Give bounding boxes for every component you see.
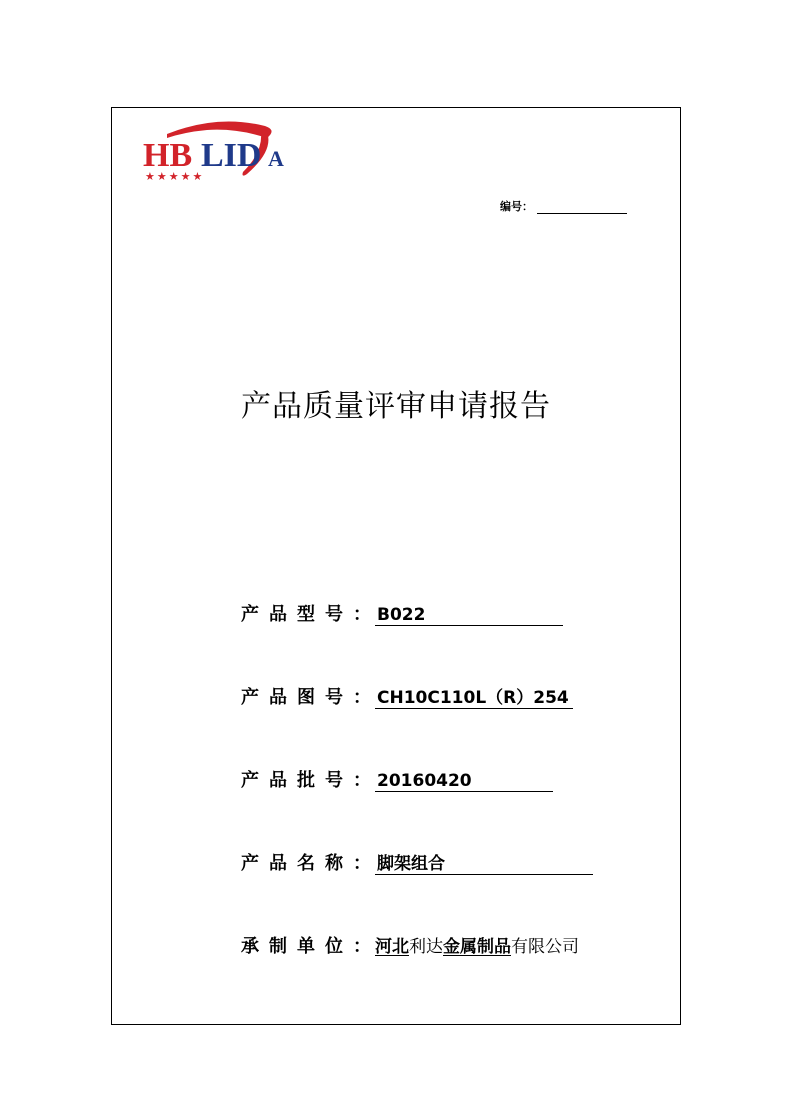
document-number-blank [537,200,627,214]
field-drawing-number [241,683,573,709]
document-number [500,198,627,214]
document-number-label: 编号： [500,200,533,213]
logo-hb: HB [143,137,193,174]
org-part: 河北 [375,937,409,957]
field-colon: ： [353,853,371,874]
field-value: 20160420 [375,771,553,792]
org-part: 金属制品 [443,937,511,957]
field-value [375,932,579,957]
field-colon: ： [353,604,371,625]
field-manufacturer [241,932,579,958]
field-batch-number [241,766,553,792]
org-part: 有限公司 [511,937,579,957]
logo-stars: ★★★★★ [145,170,205,183]
field-label: 产品图号 [241,687,353,708]
logo-swoosh [167,122,272,139]
field-product-model [241,600,563,626]
report-title: 产品质量评审申请报告 [241,389,551,424]
field-colon: ： [353,770,371,791]
field-label: 产品批号 [241,770,353,791]
field-value: 脚架组合 [375,849,593,875]
field-product-name [241,849,593,875]
page-border [111,107,681,1025]
field-value: CH10C110L（R）254 [375,683,573,709]
field-label: 产品型号 [241,604,353,625]
org-part: 利达 [409,937,443,957]
logo-a: A [268,146,284,171]
field-colon: ： [353,936,371,957]
field-label: 承制单位 [241,936,353,957]
field-colon: ： [353,687,371,708]
company-logo [137,118,299,188]
field-value: B022 [375,605,563,626]
logo-lid: LID [201,137,262,174]
field-label: 产品名称 [241,853,353,874]
